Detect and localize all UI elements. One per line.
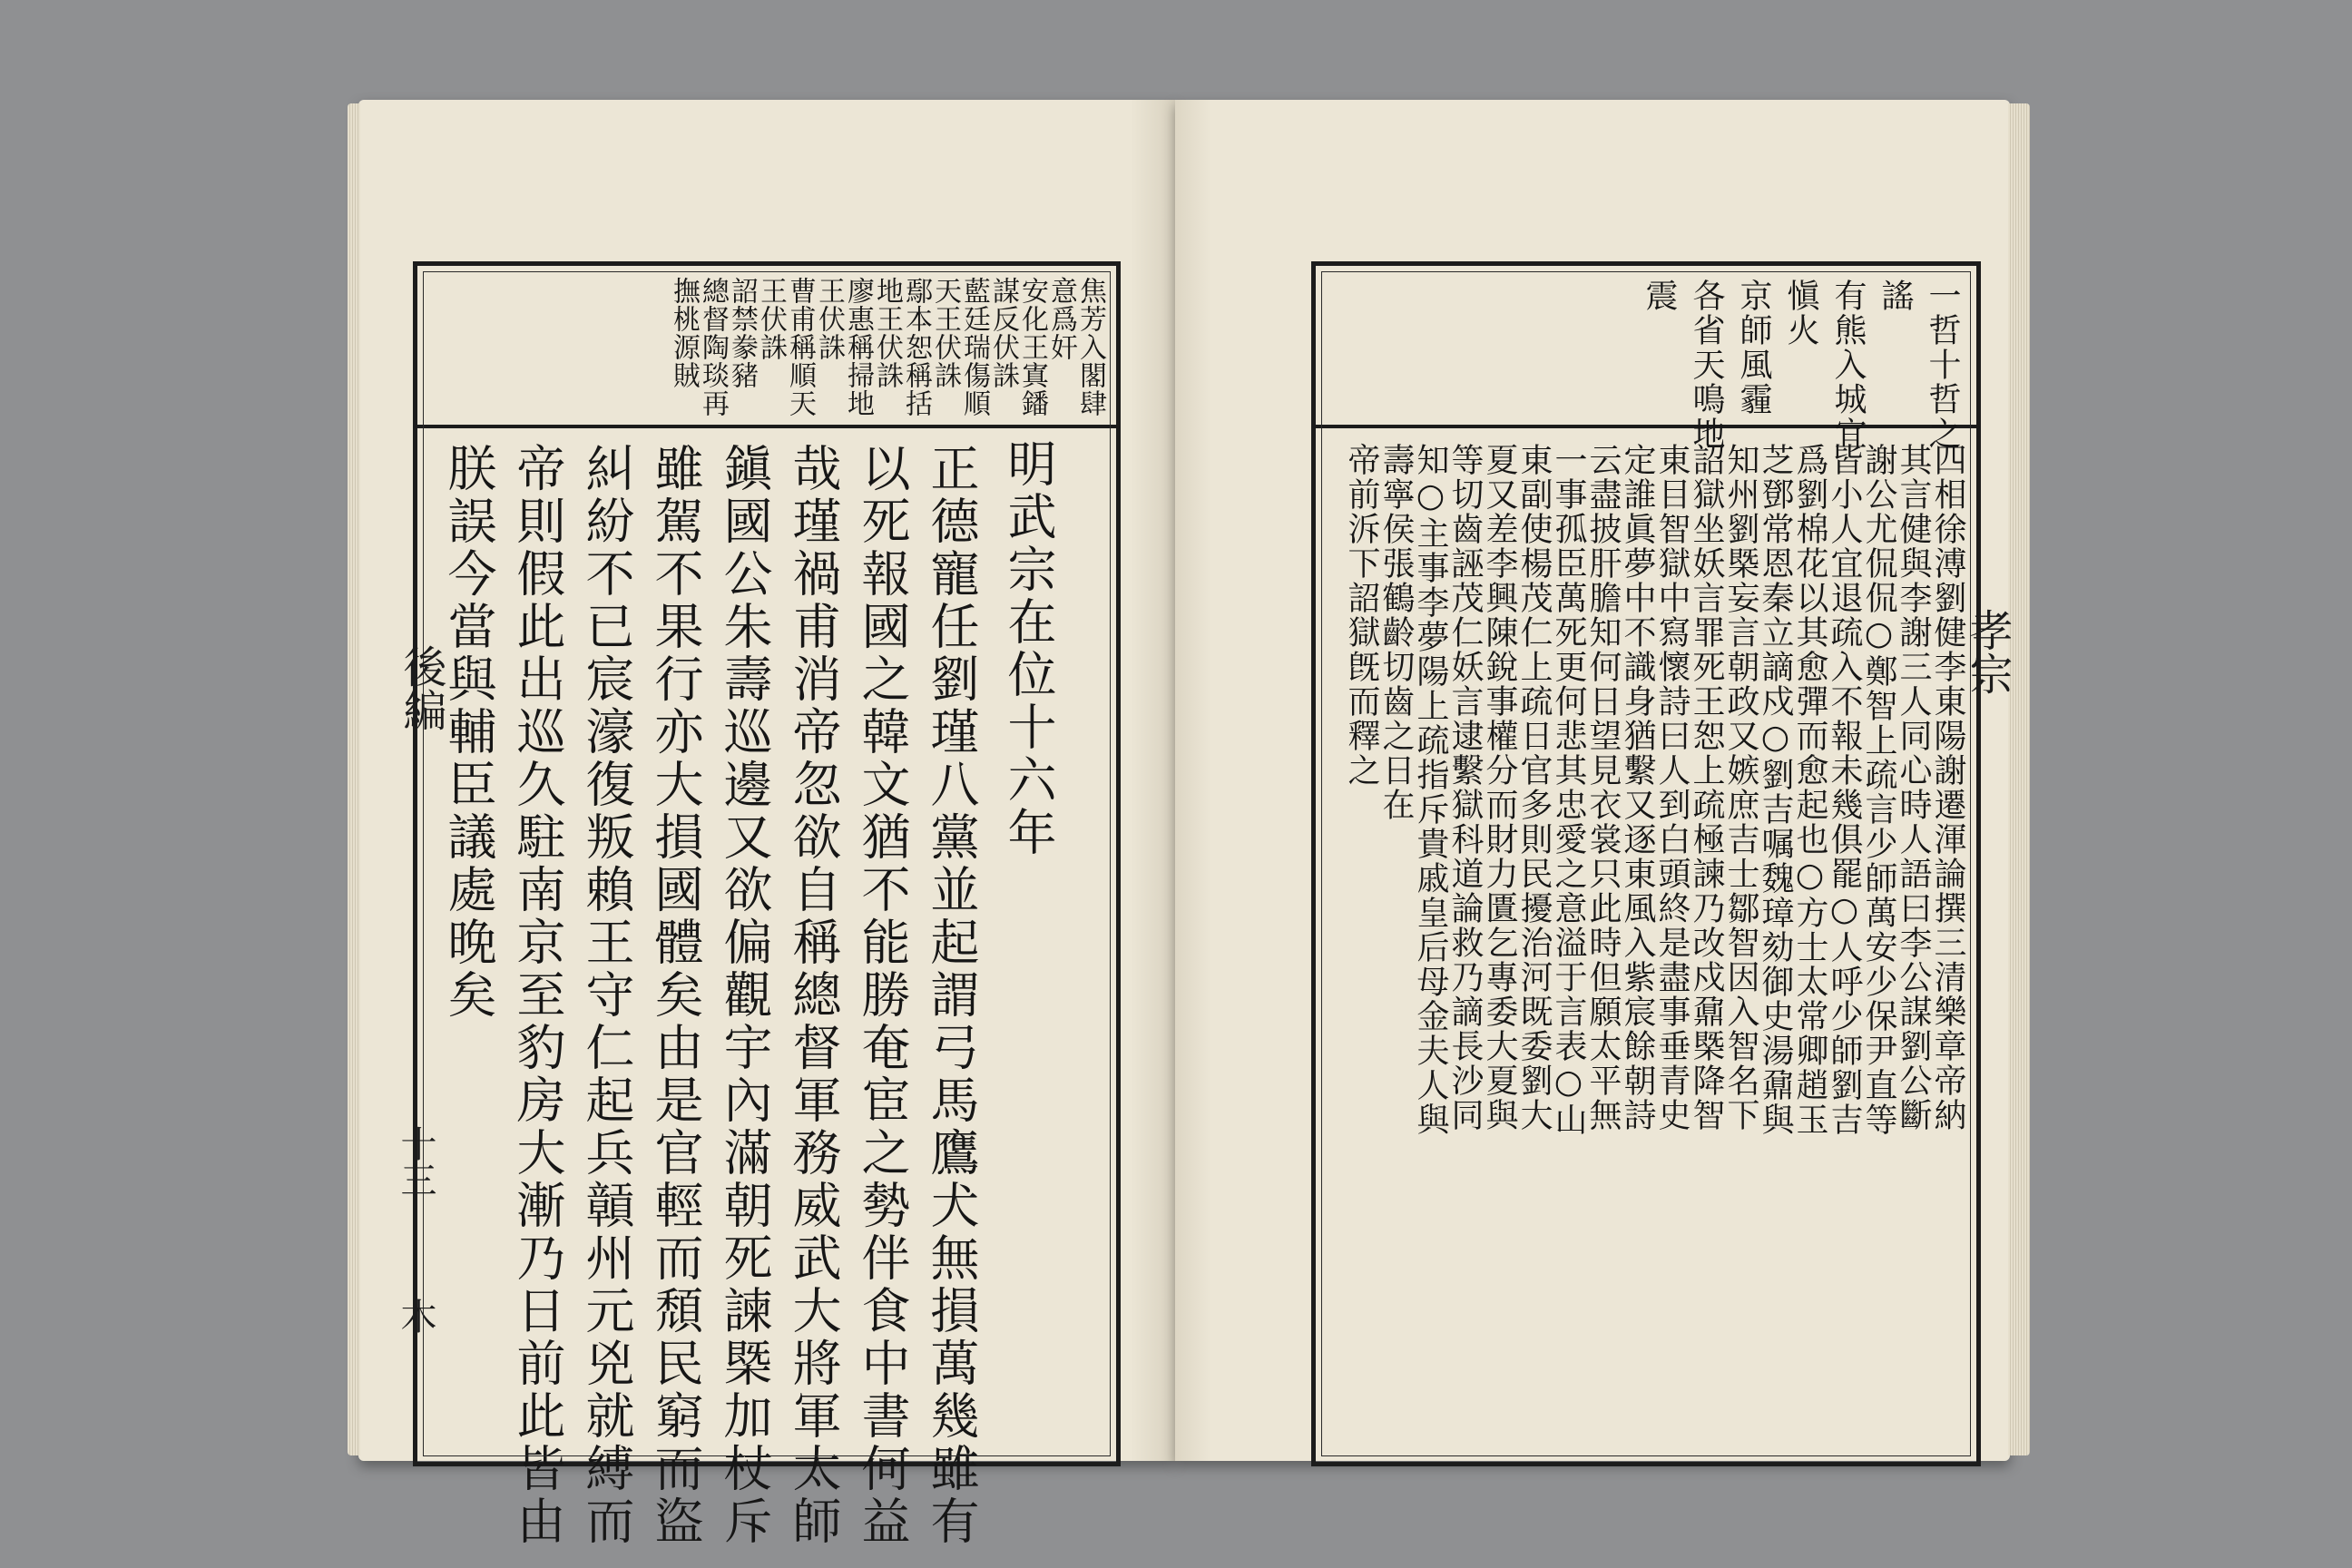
body-column: 朕誤今當與輔臣議處晚矣 — [440, 443, 497, 1022]
body-column: 知州劉槩妄言朝政又嫉庶吉士鄒智因入智名下 — [1722, 443, 1759, 1132]
headnote-column: 有熊入城宜 — [1829, 279, 1867, 451]
body-column: 爲劉棉花以其愈彈而愈起也○方士太常卿趙玉 — [1791, 443, 1828, 1137]
headnote-column: 地王伏誅 — [871, 277, 903, 389]
body-column: 帝則假此出巡久駐南京至豹房大漸乃日前此皆由 — [509, 443, 566, 1548]
headnote-column: 王伏誅 — [755, 277, 787, 361]
headnote-column: 愼火 — [1782, 279, 1819, 348]
headnote-column: 撫桃源賊 — [668, 277, 700, 389]
body-column: 雖駕不果行亦大損國體矣由是官輕而頹民窮而盜 — [647, 443, 704, 1548]
headnote-column: 焦芳入閣肆 — [1074, 277, 1106, 417]
headnote-column: 王伏誅 — [813, 277, 845, 361]
headnote-column: 總督陶琰再 — [697, 277, 729, 417]
print-mark: 木 — [395, 1298, 436, 1334]
body-column: 哉瑾禍甫消帝忽欲自稱總督軍務威武大將軍太師 — [785, 443, 842, 1548]
body-column: 東副使楊茂仁上疏日官多則民擾治河既委劉大 — [1515, 443, 1553, 1132]
headnote-divider — [1316, 425, 1976, 428]
headnote-column: 一哲十哲之 — [1924, 279, 1961, 451]
body-column: 鎭國公朱壽巡邊又欲偏觀宇內滿朝死諫槩加杖斥 — [716, 443, 773, 1548]
page-number: 十三 — [395, 1125, 436, 1198]
body-column: 定誰眞夢中不識身猶繫又逐東風入紫宸餘朝詩 — [1619, 443, 1656, 1132]
body-column: 詔獄坐妖言罪死王恕上疏極諫乃改戍鼐槩降智 — [1688, 443, 1725, 1132]
chapter-title: 明武宗在位十六年 — [1000, 438, 1057, 859]
body-column: 云盡披肝膽知何日望見衣裳只此時但願太平無 — [1584, 443, 1622, 1132]
headnote-divider — [417, 425, 1116, 428]
headnote-column: 安化王寘鐇 — [1016, 277, 1048, 417]
headnote-column: 意爲奸 — [1045, 277, 1077, 361]
body-column: 一事孤臣萬死更何悲其忠愛之意溢于言表○山 — [1550, 443, 1587, 1137]
headnote-column: 謠 — [1877, 279, 1914, 313]
page-edge-left — [348, 103, 360, 1455]
headnote-column: 謀反伏誅 — [987, 277, 1019, 389]
body-column: 以死報國之韓文猶不能勝奄宦之勢伴食中書何益 — [854, 443, 911, 1548]
open-book — [358, 100, 2013, 1548]
headnote-column: 京師風霾 — [1735, 279, 1772, 416]
headnote-column: 天王伏誅 — [929, 277, 961, 389]
headnote-column: 詔禁豢豬 — [726, 277, 758, 389]
left-page — [358, 100, 1175, 1548]
body-column: 知○主事李夢陽上疏指斥貴戚皇后母金夫人與 — [1412, 443, 1449, 1137]
right-page — [1175, 100, 2013, 1461]
body-column: 四相徐溥劉健李東陽謝遷渾論撰三清樂章帝納 — [1929, 443, 1966, 1132]
right-text-frame — [1311, 261, 1981, 1466]
page-edge-right — [2008, 103, 2030, 1455]
body-column: 謝公尤侃侃○鄭智上疏言少師萬安少保尹直等 — [1860, 443, 1897, 1137]
body-column: 皆小人宜退疏入不報未幾俱罷○人呼少師劉吉 — [1826, 443, 1863, 1137]
headnote-column: 各省天鳴地 — [1688, 279, 1725, 451]
margin-label-left: 後編 — [396, 644, 446, 731]
margin-label-right: 孝宗 — [1962, 608, 2013, 695]
body-column: 其言健與李謝三人同心時人語曰李公謀劉公斷 — [1895, 443, 1932, 1132]
left-text-frame — [413, 261, 1121, 1548]
body-column: 東目智獄中寫懷詩曰人到白頭終是盡事垂青史 — [1653, 443, 1690, 1132]
body-column: 等切齒誣茂仁妖言逮繫獄科道論救乃謫長沙同 — [1446, 443, 1484, 1132]
body-column: 芝鄧常恩秦立謫戍○劉吉嘱魏璋劾御史湯鼐與 — [1757, 443, 1794, 1137]
body-column: 糾紛不已宸濠復叛賴王守仁起兵贑州元兇就縛而 — [578, 443, 635, 1548]
body-column: 帝前泝下詔獄旣而釋之 — [1343, 443, 1380, 788]
body-column: 夏又差李興陳銳事權分而財力匱乞專委大夏與 — [1481, 443, 1518, 1132]
headnote-column: 曹甫稱順天 — [784, 277, 816, 417]
headnote-column: 鄢本恕稱括 — [900, 277, 932, 417]
headnote-column: 廖惠稱掃地 — [842, 277, 874, 417]
headnote-column: 震 — [1641, 279, 1678, 313]
body-column: 壽寧侯張鶴齡切齒之日在 — [1377, 443, 1415, 822]
headnote-column: 藍廷瑞傷順 — [958, 277, 990, 417]
body-column: 正德寵任劉瑾八黨並起謂弓馬鷹犬無損萬幾雖有 — [923, 443, 980, 1548]
